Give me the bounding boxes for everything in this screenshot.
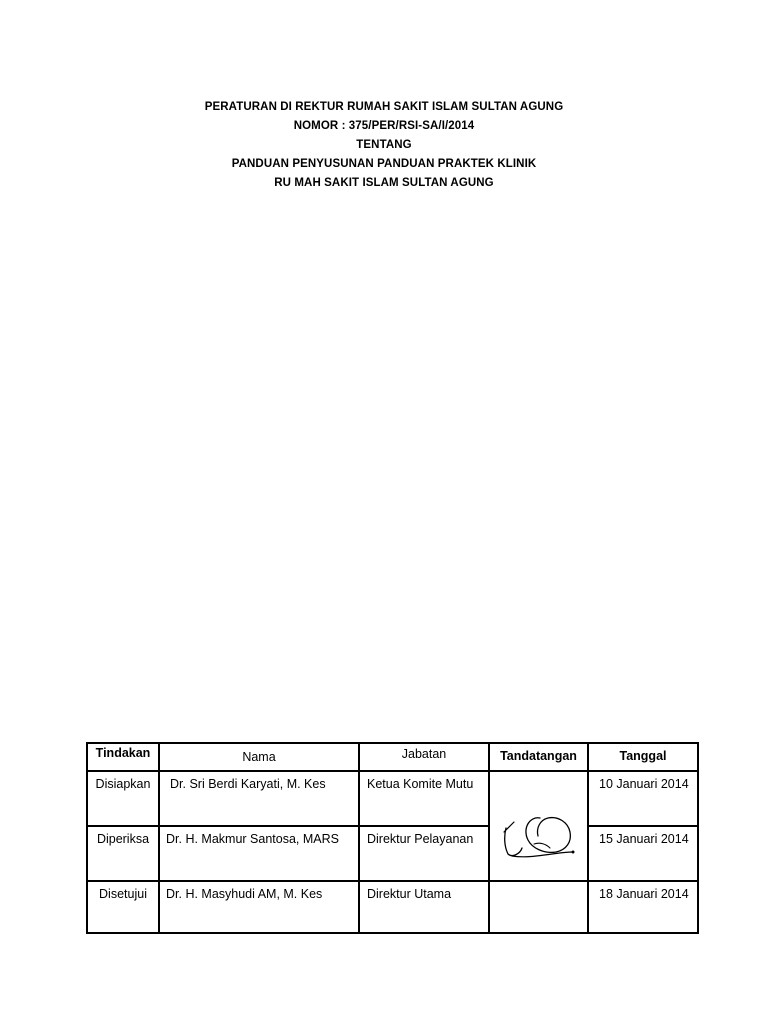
column-header-tindakan: Tindakan	[87, 743, 159, 771]
document-header	[0, 98, 768, 193]
table-header-row	[87, 743, 698, 771]
name-cell: Dr. Sri Berdi Karyati, M. Kes	[159, 771, 359, 826]
regulation-about-label: TENTANG	[356, 139, 412, 151]
signature-cell	[489, 881, 588, 933]
column-header-tanggal: Tanggal	[588, 743, 698, 771]
date-cell: 15 Januari 2014	[588, 826, 698, 881]
column-header-jabatan: Jabatan	[359, 743, 489, 771]
column-header-tandatangan: Tandatangan	[489, 743, 588, 771]
table-row	[87, 881, 698, 933]
position-cell: Ketua Komite Mutu	[359, 771, 489, 826]
position-cell: Direktur Pelayanan	[359, 826, 489, 881]
table-row	[87, 826, 698, 881]
table-row	[87, 771, 698, 826]
regulation-title: PERATURAN DI REKTUR RUMAH SAKIT ISLAM SULTAN AGUNG	[204, 101, 564, 113]
date-cell: 10 Januari 2014	[588, 771, 698, 826]
approval-table	[86, 742, 699, 934]
column-header-nama: Nama	[159, 743, 359, 771]
date-cell: 18 Januari 2014	[588, 881, 698, 933]
action-cell: Diperiksa	[87, 826, 159, 881]
action-cell: Disetujui	[87, 881, 159, 933]
name-cell: Dr. H. Masyhudi AM, M. Kes	[159, 881, 359, 933]
signature-cell	[489, 771, 588, 881]
name-cell: Dr. H. Makmur Santosa, MARS	[159, 826, 359, 881]
action-cell: Disiapkan	[87, 771, 159, 826]
regulation-subject: PANDUAN PENYUSUNAN PANDUAN PRAKTEK KLINIK	[231, 158, 537, 170]
hospital-name: RU MAH SAKIT ISLAM SULTAN AGUNG	[274, 177, 494, 189]
handwritten-signature	[500, 814, 580, 860]
position-cell: Direktur Utama	[359, 881, 489, 933]
regulation-number: NOMOR : 375/PER/RSI-SA/I/2014	[293, 120, 475, 132]
